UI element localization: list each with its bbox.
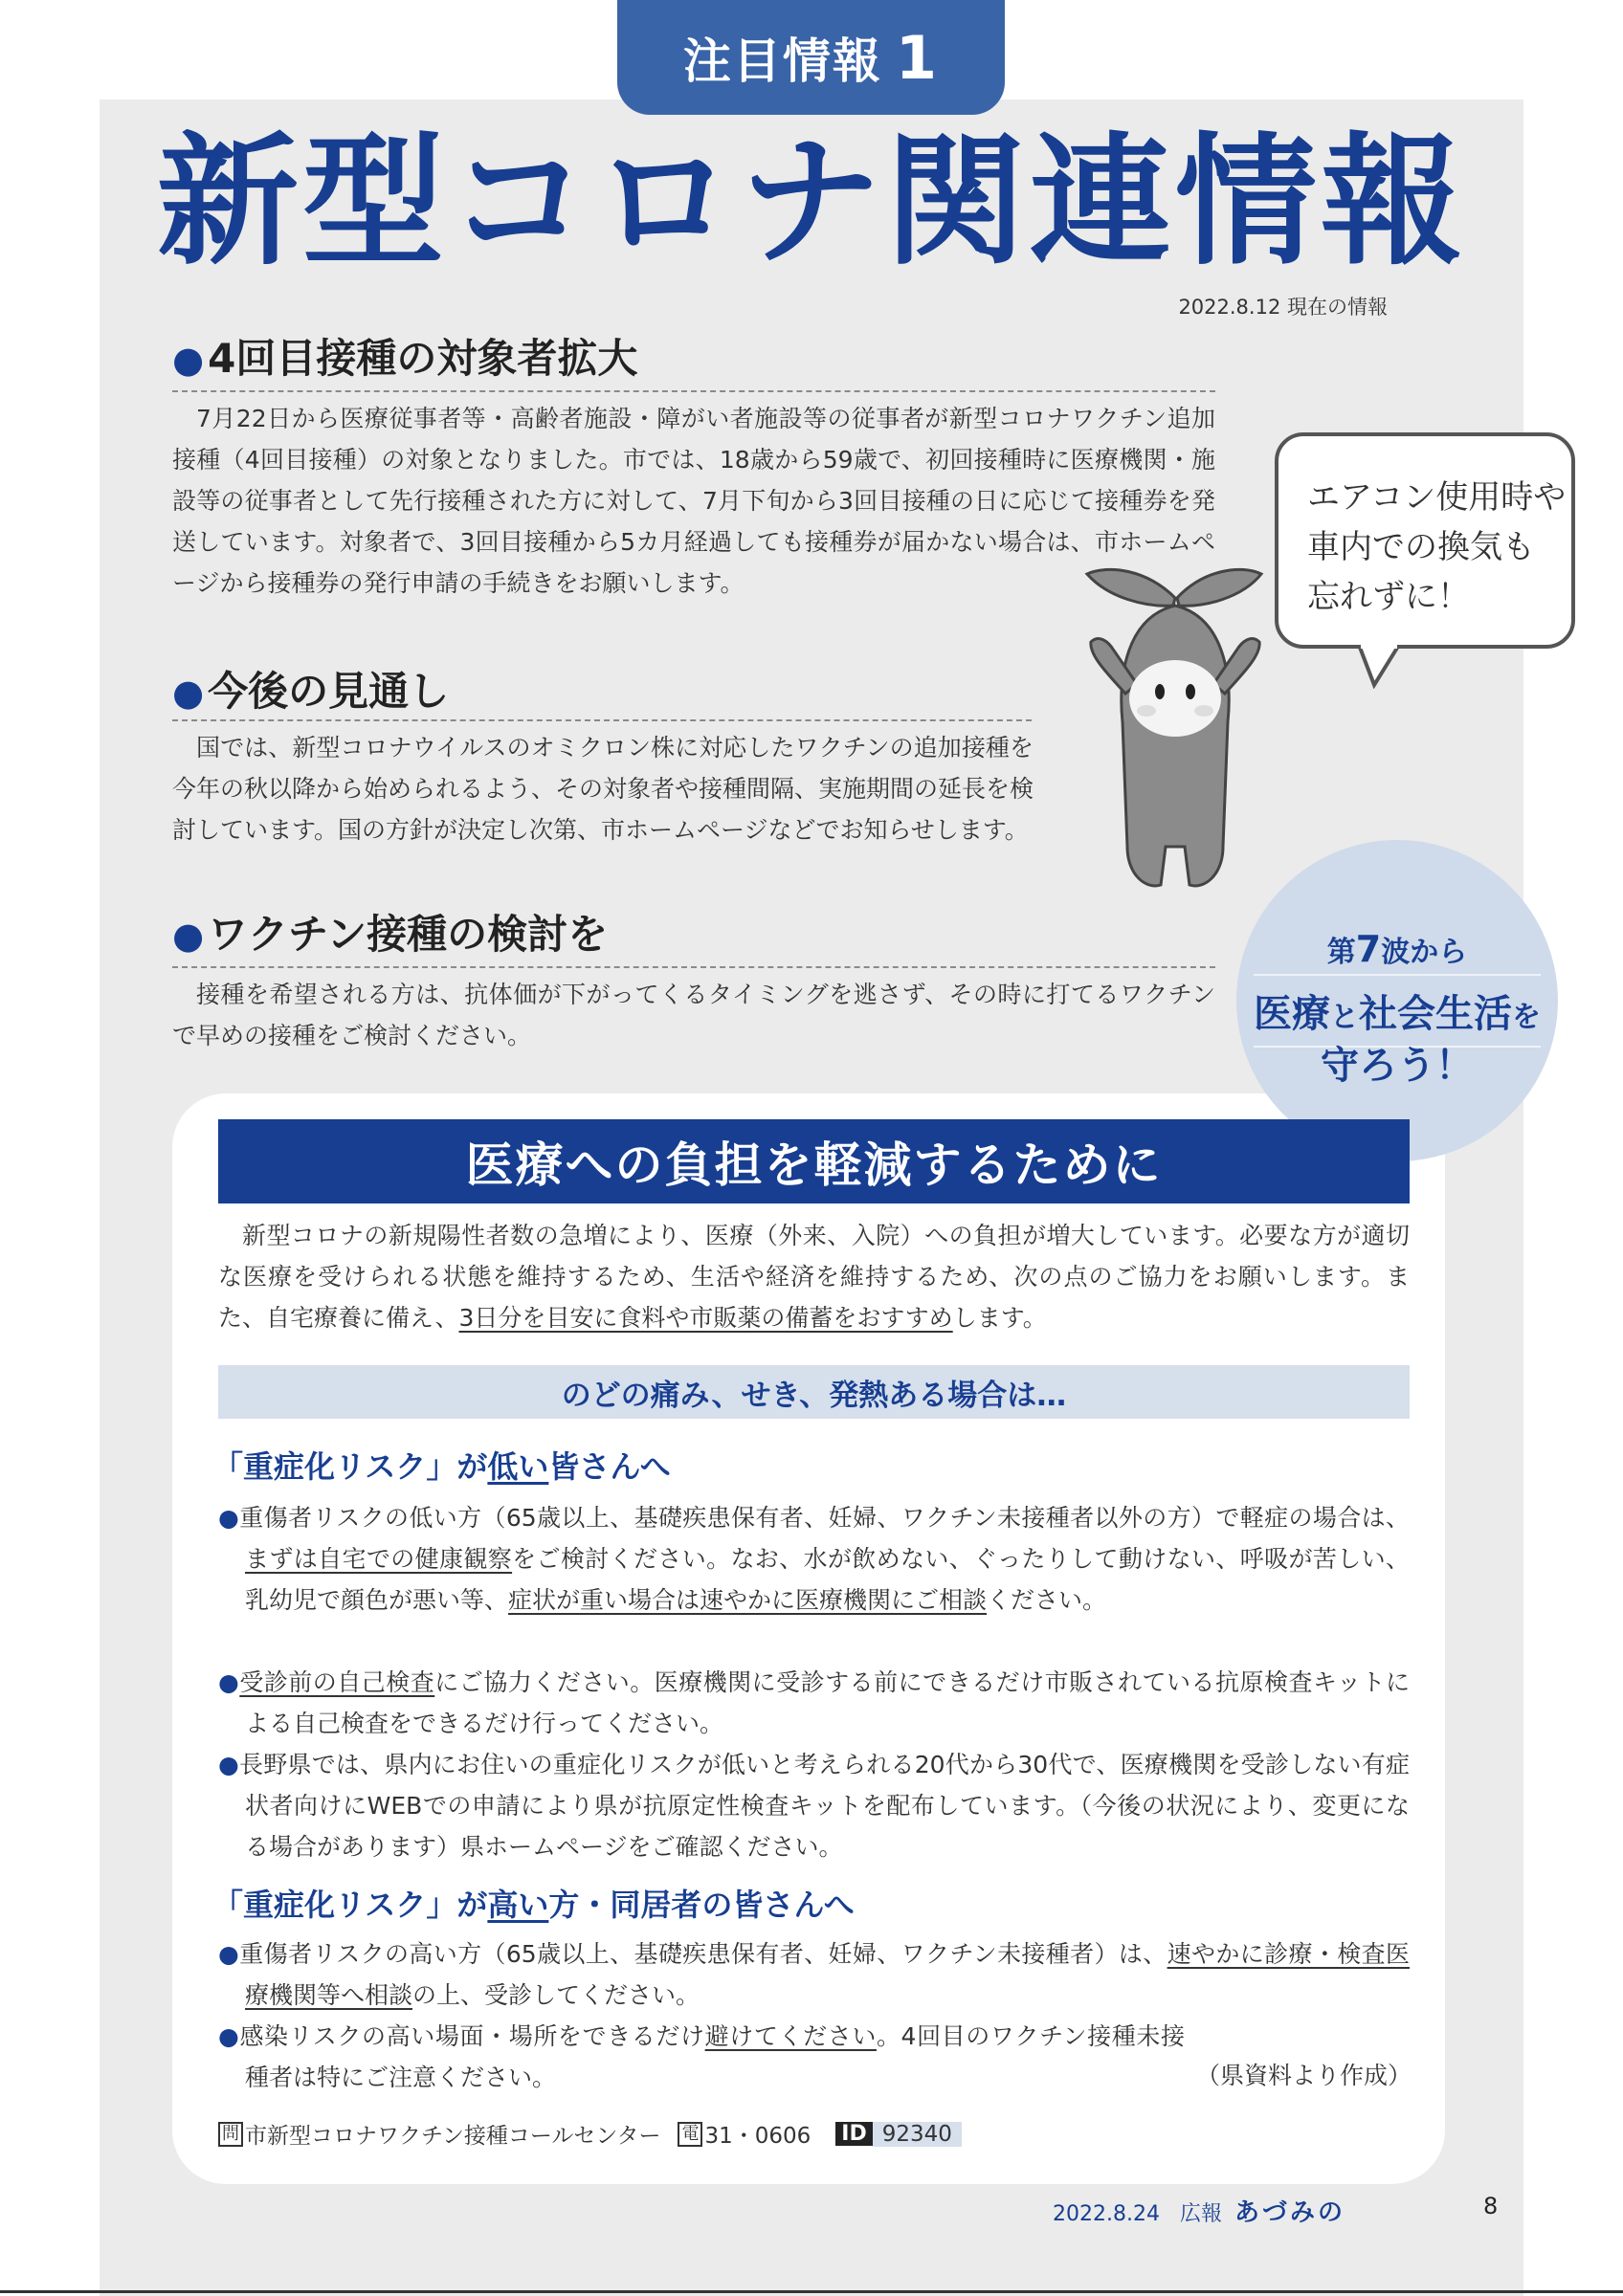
magazine-title: あづみの xyxy=(1234,2198,1345,2227)
section-body-consider: 接種を希望される方は、抗体価が下がってくるタイミングを逃さず、その時に打てるワクチンで早めの接種をご検討ください。 xyxy=(172,981,1215,1049)
card-banner: 医療への負担を軽減するために xyxy=(218,1119,1410,1203)
list-item-high-risk-1: ●重傷者リスクの高い方（65歳以上、基礎疾患保有者、妊婦、ワクチン未接種者）は、速やかに診療・検査医療機関等へ相談の上、受診してください。 xyxy=(218,1940,1410,2009)
bullet-icon: ● xyxy=(172,672,205,714)
feature-tab-number: 1 xyxy=(895,22,940,93)
list-item-low-risk-3: ●長野県では、県内にお住いの重症化リスクが低いと考えられる20代から30代で、医療機関を受診しない有症状者向けにWEBでの申請により県が抗原定性検査キットを配布しています。（今後の状況により、変更になる場合があります）県ホームページをご確認ください。 xyxy=(218,1751,1410,1861)
contact-line xyxy=(218,2118,962,2150)
section-heading-outlook: ●今後の見通し xyxy=(172,668,450,715)
bottom-rule xyxy=(0,2290,1623,2293)
slogan-line-3: 守ろう！ xyxy=(1321,1044,1474,1088)
source-note: （県資料より作成） xyxy=(1196,2062,1412,2089)
date-note: 2022.8.12 現在の情報 xyxy=(1178,296,1388,319)
section-body-outlook: 国では、新型コロナウイルスのオミクロン株に対応したワクチンの追加接種を今年の秋以降から始められるよう、その対象者や接種間隔、実施期間の延長を検討しています。国の方針が決定し次第、市ホームページなどでお知らせします。 xyxy=(172,734,1034,844)
low-risk-heading: 「重症化リスク」が低い皆さんへ xyxy=(212,1448,671,1485)
bullet-icon: ● xyxy=(218,1668,240,1696)
slogan-line-1: 第7波から xyxy=(1326,928,1468,970)
page-title: 新型コロナ関連情報 xyxy=(157,120,1466,284)
bullet-icon: ● xyxy=(218,1751,240,1778)
bubble-line: 車内での換気も xyxy=(1307,528,1535,566)
id-label: ID xyxy=(835,2122,872,2146)
divider xyxy=(172,966,1215,968)
slogan-line-2: 医療と社会生活を xyxy=(1254,974,1541,1048)
divider xyxy=(172,390,1215,392)
phone-icon: 電 xyxy=(678,2122,702,2147)
mascot-character-icon xyxy=(1070,560,1280,923)
footer-label: 広報 xyxy=(1179,2202,1222,2226)
phone-number: 31・0606 xyxy=(704,2124,812,2149)
inquiry-icon: 問 xyxy=(218,2122,243,2147)
bullet-icon: ● xyxy=(172,915,205,957)
bullet-icon: ● xyxy=(218,1940,240,1968)
contact-name: 市新型コロナワクチン接種コールセンター xyxy=(245,2124,661,2149)
section-heading-4th-dose: ●4回目接種の対象者拡大 xyxy=(172,335,638,382)
footer-date: 2022.8.24 xyxy=(1053,2202,1160,2226)
section-heading-consider: ●ワクチン接種の検討を xyxy=(172,911,609,958)
id-value: 92340 xyxy=(873,2122,962,2147)
bullet-icon: ● xyxy=(218,2022,240,2050)
divider xyxy=(172,719,1032,721)
feature-tab-label: 注目情報 xyxy=(682,33,882,89)
bullet-icon: ● xyxy=(172,339,205,381)
list-item-low-risk-1: ●重傷者リスクの低い方（65歳以上、基礎疾患保有者、妊婦、ワクチン未接種者以外の方）で軽症の場合は、まずは自宅での健康観察をご検討ください。なお、水が飲めない、ぐったりして動けない、呼吸が苦しい、乳幼児で顔色が悪い等、症状が重い場合は速やかに医療機関にご相談ください。 xyxy=(218,1504,1410,1614)
slogan-circle xyxy=(1236,840,1558,1161)
list-item-low-risk-2: ●受診前の自己検査にご協力ください。医療機関に受診する前にできるだけ市販されている抗原検査キットによる自己検査をできるだけ行ってください。 xyxy=(218,1668,1410,1737)
page-number: 8 xyxy=(1483,2193,1499,2219)
card-intro: 新型コロナの新規陽性者数の急増により、医療（外来、入院）への負担が増大しています。必要な方が適切な医療を受けられる状態を維持するため、生活や経済を維持するため、次の点のご協力をお願いします。また、自宅療養に備え、3日分を目安に食料や市販薬の備蓄をおすすめします。 xyxy=(218,1222,1410,1332)
list-item-high-risk-2: ●感染リスクの高い場面・場所をできるだけ避けてください。4回目のワクチン接種未接種者は特にご注意ください。 xyxy=(218,2022,1185,2091)
speech-bubble xyxy=(1275,432,1575,649)
high-risk-heading: 「重症化リスク」が高い方・同居者の皆さんへ xyxy=(212,1887,855,1923)
symptom-subheading: のどの痛み、せき、発熱ある場合は… xyxy=(218,1365,1410,1419)
speech-bubble-tail xyxy=(1357,645,1414,689)
bubble-line: エアコン使用時や xyxy=(1307,478,1567,517)
page-footer xyxy=(1053,2193,1512,2228)
bubble-line: 忘れずに！ xyxy=(1307,578,1470,616)
feature-tab xyxy=(617,0,1005,115)
section-body-4th-dose: 7月22日から医療従事者等・高齢者施設・障がい者施設等の従事者が新型コロナワクチン追加接種（4回目接種）の対象となりました。市では、18歳から59歳で、初回接種時に医療機関・施設等の従事者として先行接種された方に対して、7月下旬から3回目接種の日に応じて接種券を発送しています。対象者で、3回目接種から5カ月経過しても接種券が届かない場合は、市ホームページから接種券の発行申請の手続きをお願いします。 xyxy=(172,405,1215,597)
bullet-icon: ● xyxy=(218,1504,240,1532)
